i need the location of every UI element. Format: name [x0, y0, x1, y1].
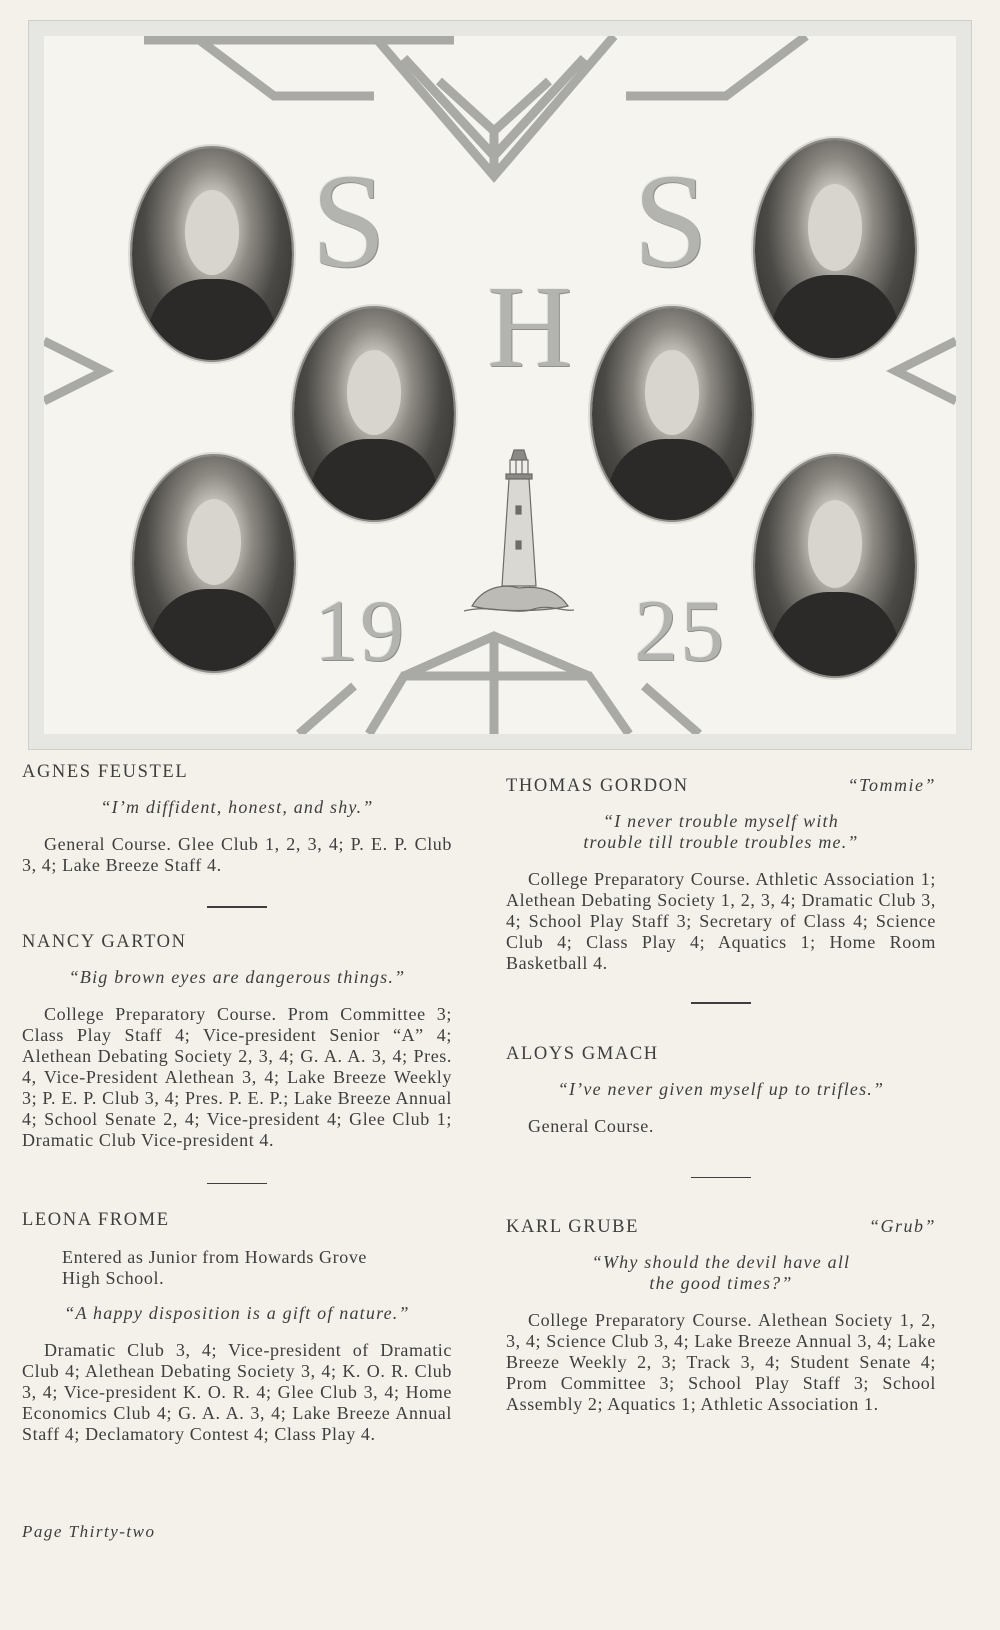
portrait-agnes-feustel [132, 148, 292, 360]
student-name: AGNES FEUSTEL [22, 762, 189, 782]
entry-nancy-garton [22, 932, 452, 1151]
student-quote: “I’m diffident, honest, and shy.” [100, 797, 374, 817]
lighthouse-icon [464, 446, 574, 621]
student-activities: General Course. [528, 1115, 654, 1136]
right-column [506, 775, 936, 1415]
student-quote: “I never trouble myself with trouble till trouble troubles me.” [583, 811, 859, 852]
student-name: NANCY GARTON [22, 931, 187, 952]
student-nickname: “Tommie” [847, 775, 936, 795]
entry-thomas-gordon [506, 775, 936, 974]
student-name: ALOYS GMACH [506, 1043, 659, 1064]
student-nickname: “Grub” [868, 1216, 936, 1236]
monogram-letter-s-left: S [311, 147, 387, 296]
student-quote: “A happy disposition is a gift of nature.” [64, 1303, 410, 1323]
header-panel [28, 20, 972, 750]
student-quote: “Why should the devil have all the good times?” [591, 1252, 851, 1293]
student-activities: College Preparatory Course. Prom Committee 3; Class Play Staff 4; Vice-president Senior “A” 4; Alethean Debating Society 2, 3, 4; G. A. A. 3, 4; Pres. 4, Vice-President Alethean 3, 4; Lake Breeze Weekly 3; P. E. P. Club 3, 4; Pres. P. E. P.; Lake Breeze Annual 4; School Senate 2, 4; Vice-president 4; Glee Club 1; Dramatic Club Vice-president 4. [22, 1003, 452, 1150]
portrait-thomas-gordon [755, 140, 915, 358]
student-quote: “Big brown eyes are dangerous things.” [68, 966, 406, 987]
student-activities: College Preparatory Course. Alethean Society 1, 2, 3, 4; Science Club 3, 4; Lake Breeze Annual 3, 4; Lake Breeze Weekly 2, 3; Track 3, 4; Student Senate 4; Prom Committee 3; School Play Staff 3; School Assembly 2; Aquatics 1; Athletic Association 1. [506, 1310, 936, 1414]
student-name: THOMAS GORDON [506, 776, 689, 796]
student-note: Entered as Junior from Howards Grove High School. [62, 1247, 368, 1288]
entry-leona-frome [22, 1210, 452, 1445]
portrait-aloys-gmach [592, 308, 752, 520]
header-inner [44, 36, 956, 734]
portrait-leona-frome [134, 456, 294, 671]
student-activities: General Course. Glee Club 1, 2, 3, 4; P. E. P. Club 3, 4; Lake Breeze Staff 4. [22, 834, 452, 875]
entry-agnes-feustel [22, 762, 452, 876]
portrait-karl-grube [755, 456, 915, 676]
student-activities: Dramatic Club 3, 4; Vice-president of Dramatic Club 4; Alethean Debating Society 3, 4; K. O. R. Club 3, 4; Vice-president K. O. R. 4; Glee Club 3, 4; Home Economics Club 4; G. A. A. 3, 4; Lake Breeze Annual Staff 4; Declamatory Contest 4; Class Play 4. [22, 1340, 452, 1444]
year-left: 19 [314, 583, 406, 680]
page-number: Page Thirty-two [22, 1522, 156, 1541]
year-right: 25 [634, 583, 726, 680]
student-quote: “I’ve never given myself up to trifles.” [557, 1078, 885, 1099]
student-activities: College Preparatory Course. Athletic Association 1; Alethean Debating Society 1, 2, 3, 4; Dramatic Club 3, 4; School Play Staff 3; Secretary of Class 4; Science Club 4; Class Play 4; Aquatics 1; Home Room Basketball 4. [506, 869, 936, 973]
student-name: LEONA FROME [22, 1210, 170, 1230]
monogram-letter-s-right: S [633, 147, 709, 296]
student-name: KARL GRUBE [506, 1217, 639, 1237]
left-column [22, 762, 452, 1445]
entry-aloys-gmach [506, 1044, 936, 1137]
portrait-nancy-garton [294, 308, 454, 520]
monogram-letter-h: H [487, 261, 573, 392]
entry-karl-grube [506, 1216, 936, 1415]
